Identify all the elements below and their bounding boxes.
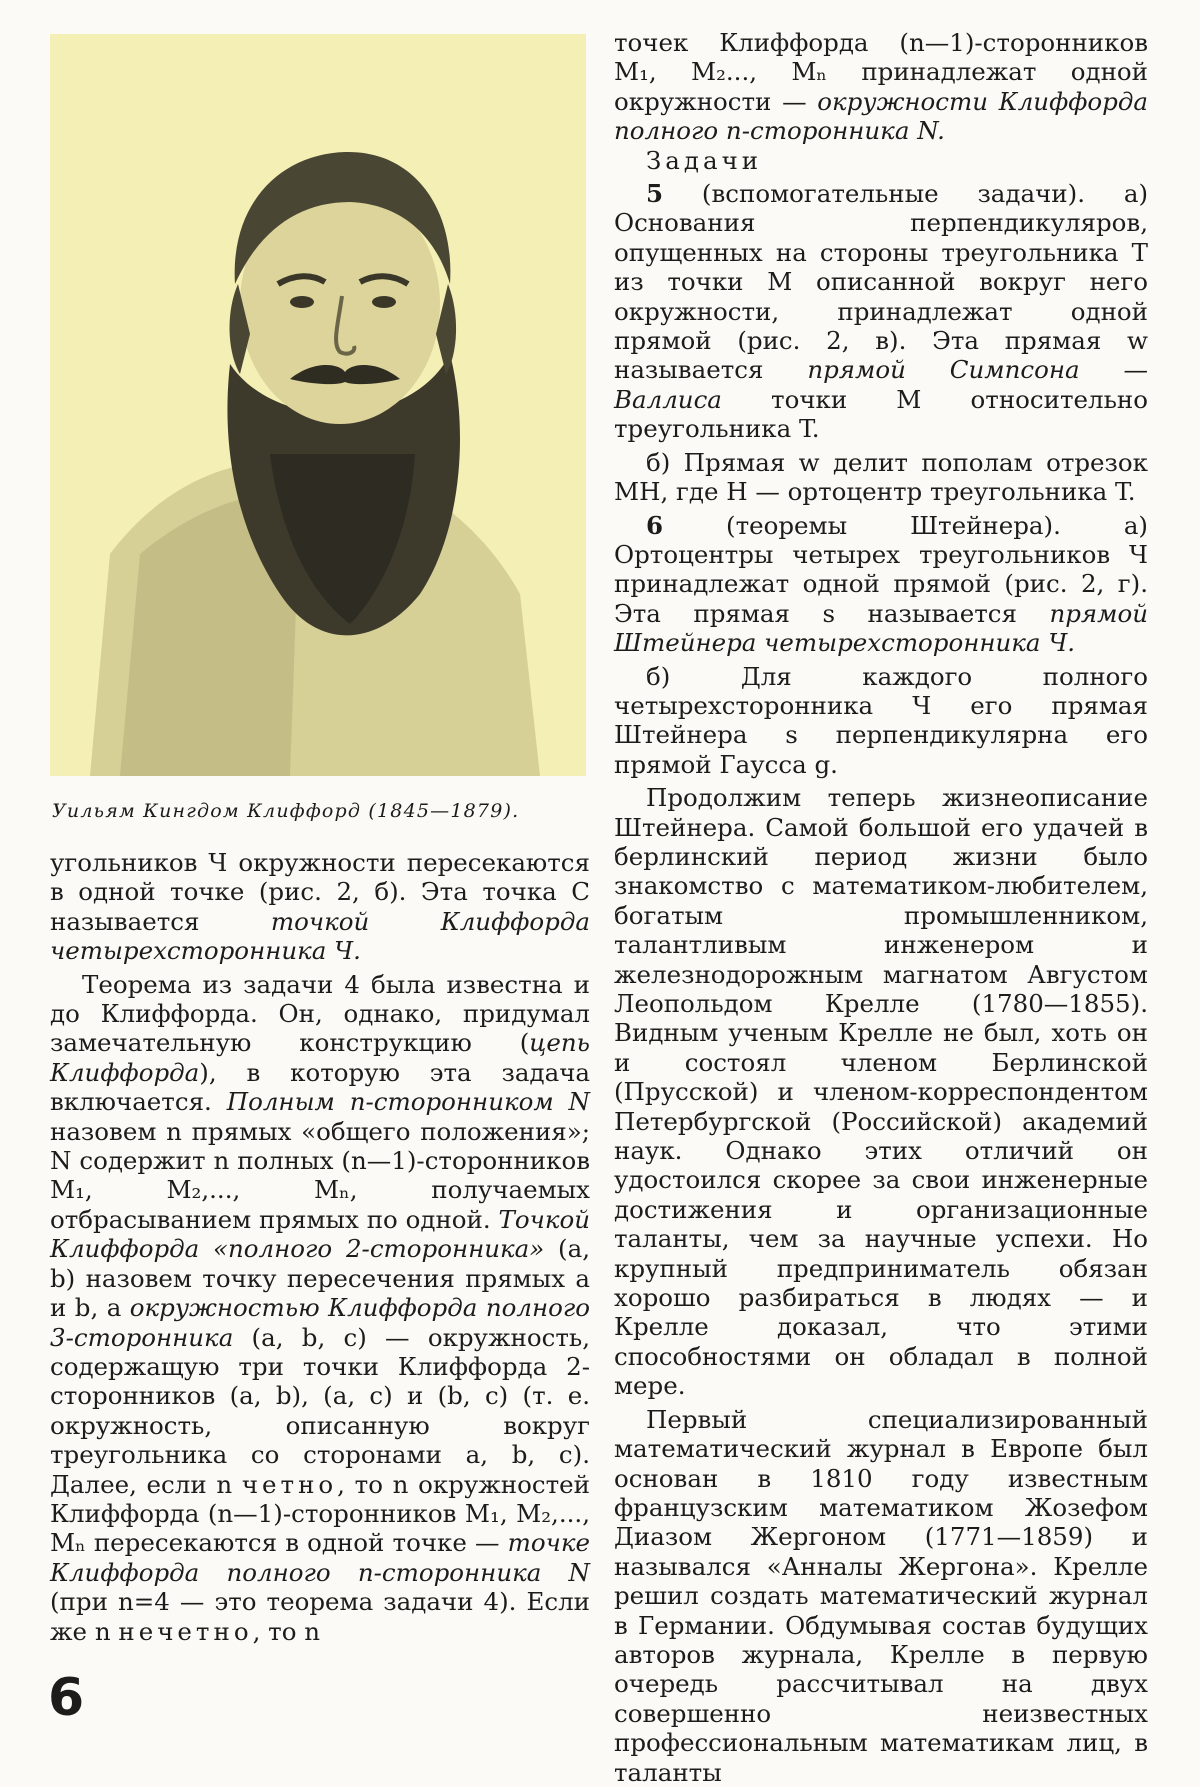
page-number: 6 bbox=[48, 1668, 85, 1728]
left-column bbox=[50, 848, 590, 1646]
portrait-image bbox=[50, 34, 586, 776]
task-5: 5 (вспомогательные задачи). а) Основания перпендикуляров, опущенных на стороны треугольника T из точки M описанной вокруг него окружности, принадлежат одной прямой (рис. 2, в). Эта прямая w называется прямой Симпсона — Валлиса точки M относительно треугольника T. bbox=[614, 179, 1149, 444]
paragraph: угольников Ч окружности пересекаются в одной точке (рис. 2, б). Эта точка C называется точкой Клиффорда четырехсторонника Ч. bbox=[50, 848, 590, 966]
right-column bbox=[614, 28, 1148, 1787]
paragraph: Продолжим теперь жизнеописание Штейнера. Самой большой его удачей в берлинский период жизни было знакомство с математиком-любителем, богатым промышленником, талантливым инженером и железнодорожным магнатом Августом Леопольдом Крелле (1780—1855). Видным ученым Крелле не был, хоть он и состоял членом Берлинской (Прусской) и членом-корреспондентом Петербургской (Российской) академий наук. Однако этих отличий он удостоился скорее за свои инженерные достижения и организационные таланты, чем за научные успехи. Но крупный предприниматель обязан хорошо разбираться в людях — и Крелле доказал, что этими способностями он обладал в полной мере. bbox=[614, 783, 1148, 1401]
paragraph: Первый специализированный математический журнал в Европе был основан в 1810 году известным французским математиком Жозефом Диазом Жергоном (1771—1859) и назывался «Анналы Жергона». Крелле решил создать математический журнал в Германии. Обдумывая состав будущих авторов журнала, Крелле в первую очередь рассчитывал на двух совершенно неизвестных профессиональным математикам лиц, в таланты bbox=[614, 1404, 1148, 1787]
portrait-drawing bbox=[50, 34, 586, 776]
task-6: 6 (теоремы Штейнера). а) Ортоцентры четырех треугольников Ч принадлежат одной прямой (рис. 2, г). Эта прямая s называется прямой Штейнера четырехсторонника Ч. bbox=[614, 510, 1148, 658]
tasks-heading: Задачи bbox=[646, 145, 763, 175]
task-5-part-b: б) Прямая w делит пополам отрезок MH, где H — ортоцентр треугольника T. bbox=[614, 447, 1148, 507]
task-6-part-b: б) Для каждого полного четырехсторонника Ч его прямая Штейнера s перпендикулярна его прямой Гаусса g. bbox=[614, 661, 1148, 779]
portrait-caption: Уильям Кингдом Клиффорд (1845—1879). bbox=[52, 800, 520, 822]
paragraph: точек Клиффорда (n—1)-сторонников M₁, M₂..., Mₙ принадлежат одной окружности — окружности Клиффорда полного n-сторонника N. bbox=[614, 28, 1149, 146]
paragraph: Теорема из задачи 4 была известна и до Клиффорда. Он, однако, придумал замечательную конструкцию (цепь Клиффорда), в которую эта задача включается. Полным n-сторонником N назовем n прямых «общего положения»; N содержит n полных (n—1)-сторонников M₁, M₂,..., Mₙ, получаемых отбрасыванием прямых по одной. Точкой Клиффорда «полного 2-сторонника» (a, b) назовем точку пересечения прямых a и b, а окружностью Клиффорда полного 3-сторонника (a, b, c) — окружность, содержащую три точки Клиффорда 2-сторонников (a, b), (a, c) и (b, c) (т. е. окружность, описанную вокруг треугольника со сторонами a, b, c). Далее, если n четно, то n окружностей Клиффорда (n—1)-сторонников M₁, M₂,..., Mₙ пересекаются в одной точке — точке Клиффорда полного n-сторонника N (при n=4 — это теорема задачи 4). Если же n нечетно, то n bbox=[50, 969, 590, 1646]
